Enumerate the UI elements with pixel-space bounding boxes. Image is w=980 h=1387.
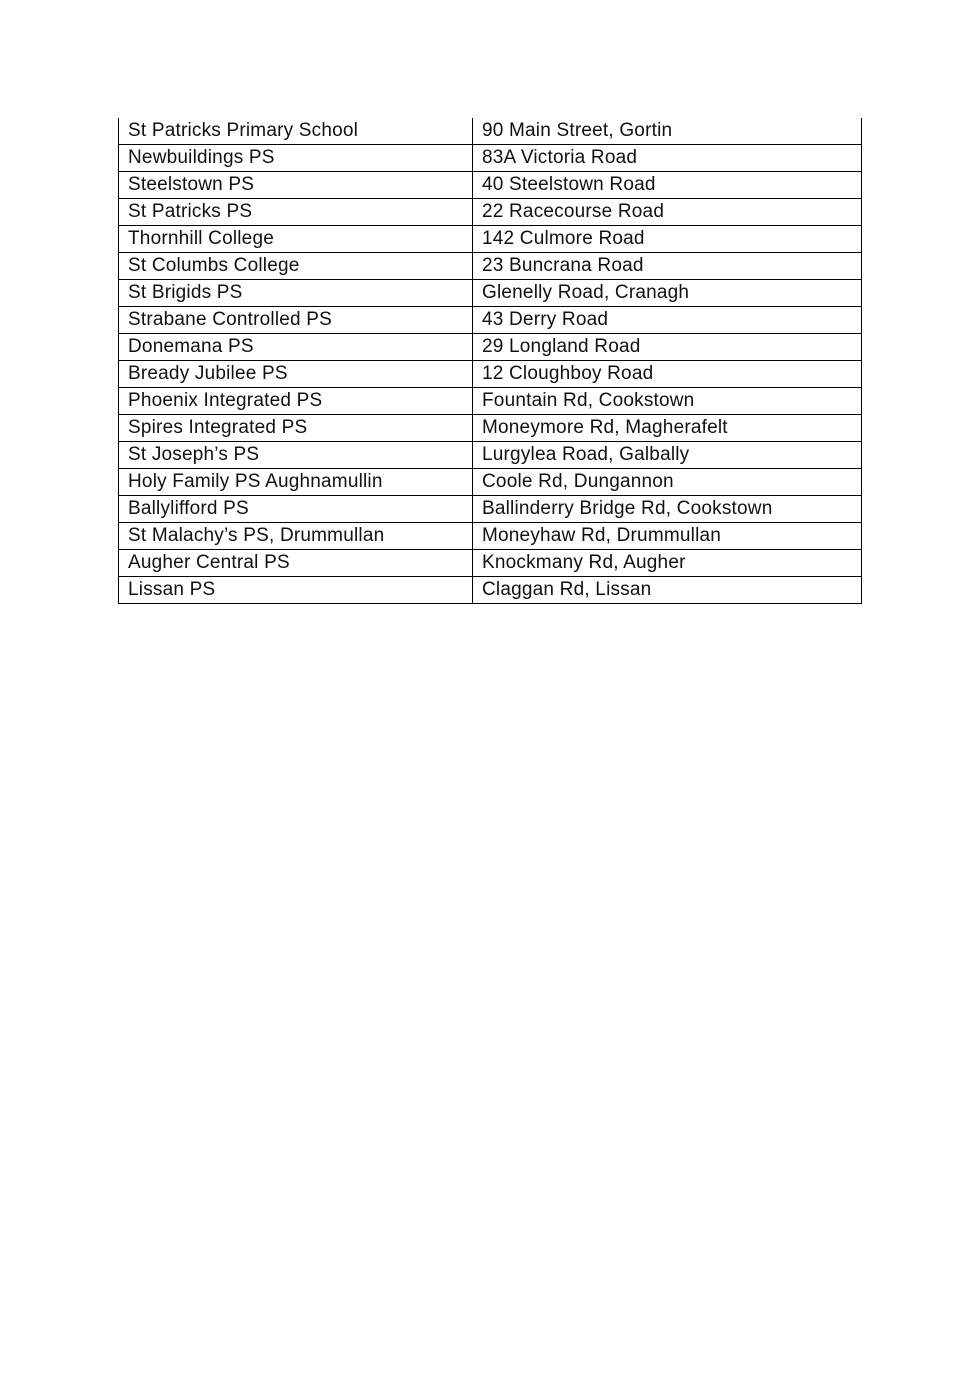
- school-name-cell: Newbuildings PS: [119, 145, 473, 172]
- school-name-cell: St Patricks PS: [119, 199, 473, 226]
- school-address-cell: Coole Rd, Dungannon: [473, 469, 862, 496]
- school-address-cell: Fountain Rd, Cookstown: [473, 388, 862, 415]
- table-row: [119, 469, 862, 496]
- table-row: [119, 442, 862, 469]
- school-name-cell: Ballylifford PS: [119, 496, 473, 523]
- school-name-cell: Lissan PS: [119, 577, 473, 604]
- school-name-cell: Strabane Controlled PS: [119, 307, 473, 334]
- school-name-cell: Thornhill College: [119, 226, 473, 253]
- school-name-cell: Steelstown PS: [119, 172, 473, 199]
- schools-table: [118, 118, 862, 604]
- table-row: [119, 496, 862, 523]
- school-name-cell: Spires Integrated PS: [119, 415, 473, 442]
- school-name-cell: St Brigids PS: [119, 280, 473, 307]
- school-name-cell: Phoenix Integrated PS: [119, 388, 473, 415]
- school-name-cell: St Patricks Primary School: [119, 118, 473, 145]
- table-row: [119, 577, 862, 604]
- school-name-cell: St Joseph’s PS: [119, 442, 473, 469]
- school-name-cell: St Malachy’s PS, Drummullan: [119, 523, 473, 550]
- table-row: [119, 118, 862, 145]
- table-row: [119, 388, 862, 415]
- school-name-cell: St Columbs College: [119, 253, 473, 280]
- school-address-cell: 90 Main Street, Gortin: [473, 118, 862, 145]
- school-address-cell: Moneymore Rd, Magherafelt: [473, 415, 862, 442]
- school-address-cell: Moneyhaw Rd, Drummullan: [473, 523, 862, 550]
- table-row: [119, 280, 862, 307]
- school-name-cell: Holy Family PS Aughnamullin: [119, 469, 473, 496]
- table-row: [119, 307, 862, 334]
- table-row: [119, 172, 862, 199]
- table-row: [119, 415, 862, 442]
- table-row: [119, 226, 862, 253]
- school-address-cell: 142 Culmore Road: [473, 226, 862, 253]
- school-address-cell: 23 Buncrana Road: [473, 253, 862, 280]
- table-row: [119, 199, 862, 226]
- school-address-cell: 83A Victoria Road: [473, 145, 862, 172]
- table-row: [119, 523, 862, 550]
- school-address-cell: 12 Cloughboy Road: [473, 361, 862, 388]
- table-row: [119, 145, 862, 172]
- school-address-cell: Ballinderry Bridge Rd, Cookstown: [473, 496, 862, 523]
- school-address-cell: Claggan Rd, Lissan: [473, 577, 862, 604]
- school-name-cell: Donemana PS: [119, 334, 473, 361]
- school-address-cell: 40 Steelstown Road: [473, 172, 862, 199]
- table-row: [119, 361, 862, 388]
- school-name-cell: Bready Jubilee PS: [119, 361, 473, 388]
- school-address-cell: Lurgylea Road, Galbally: [473, 442, 862, 469]
- table-row: [119, 253, 862, 280]
- school-name-cell: Augher Central PS: [119, 550, 473, 577]
- school-address-cell: Knockmany Rd, Augher: [473, 550, 862, 577]
- school-address-cell: 29 Longland Road: [473, 334, 862, 361]
- table-row: [119, 550, 862, 577]
- school-address-cell: 43 Derry Road: [473, 307, 862, 334]
- school-address-cell: Glenelly Road, Cranagh: [473, 280, 862, 307]
- table-row: [119, 334, 862, 361]
- school-address-cell: 22 Racecourse Road: [473, 199, 862, 226]
